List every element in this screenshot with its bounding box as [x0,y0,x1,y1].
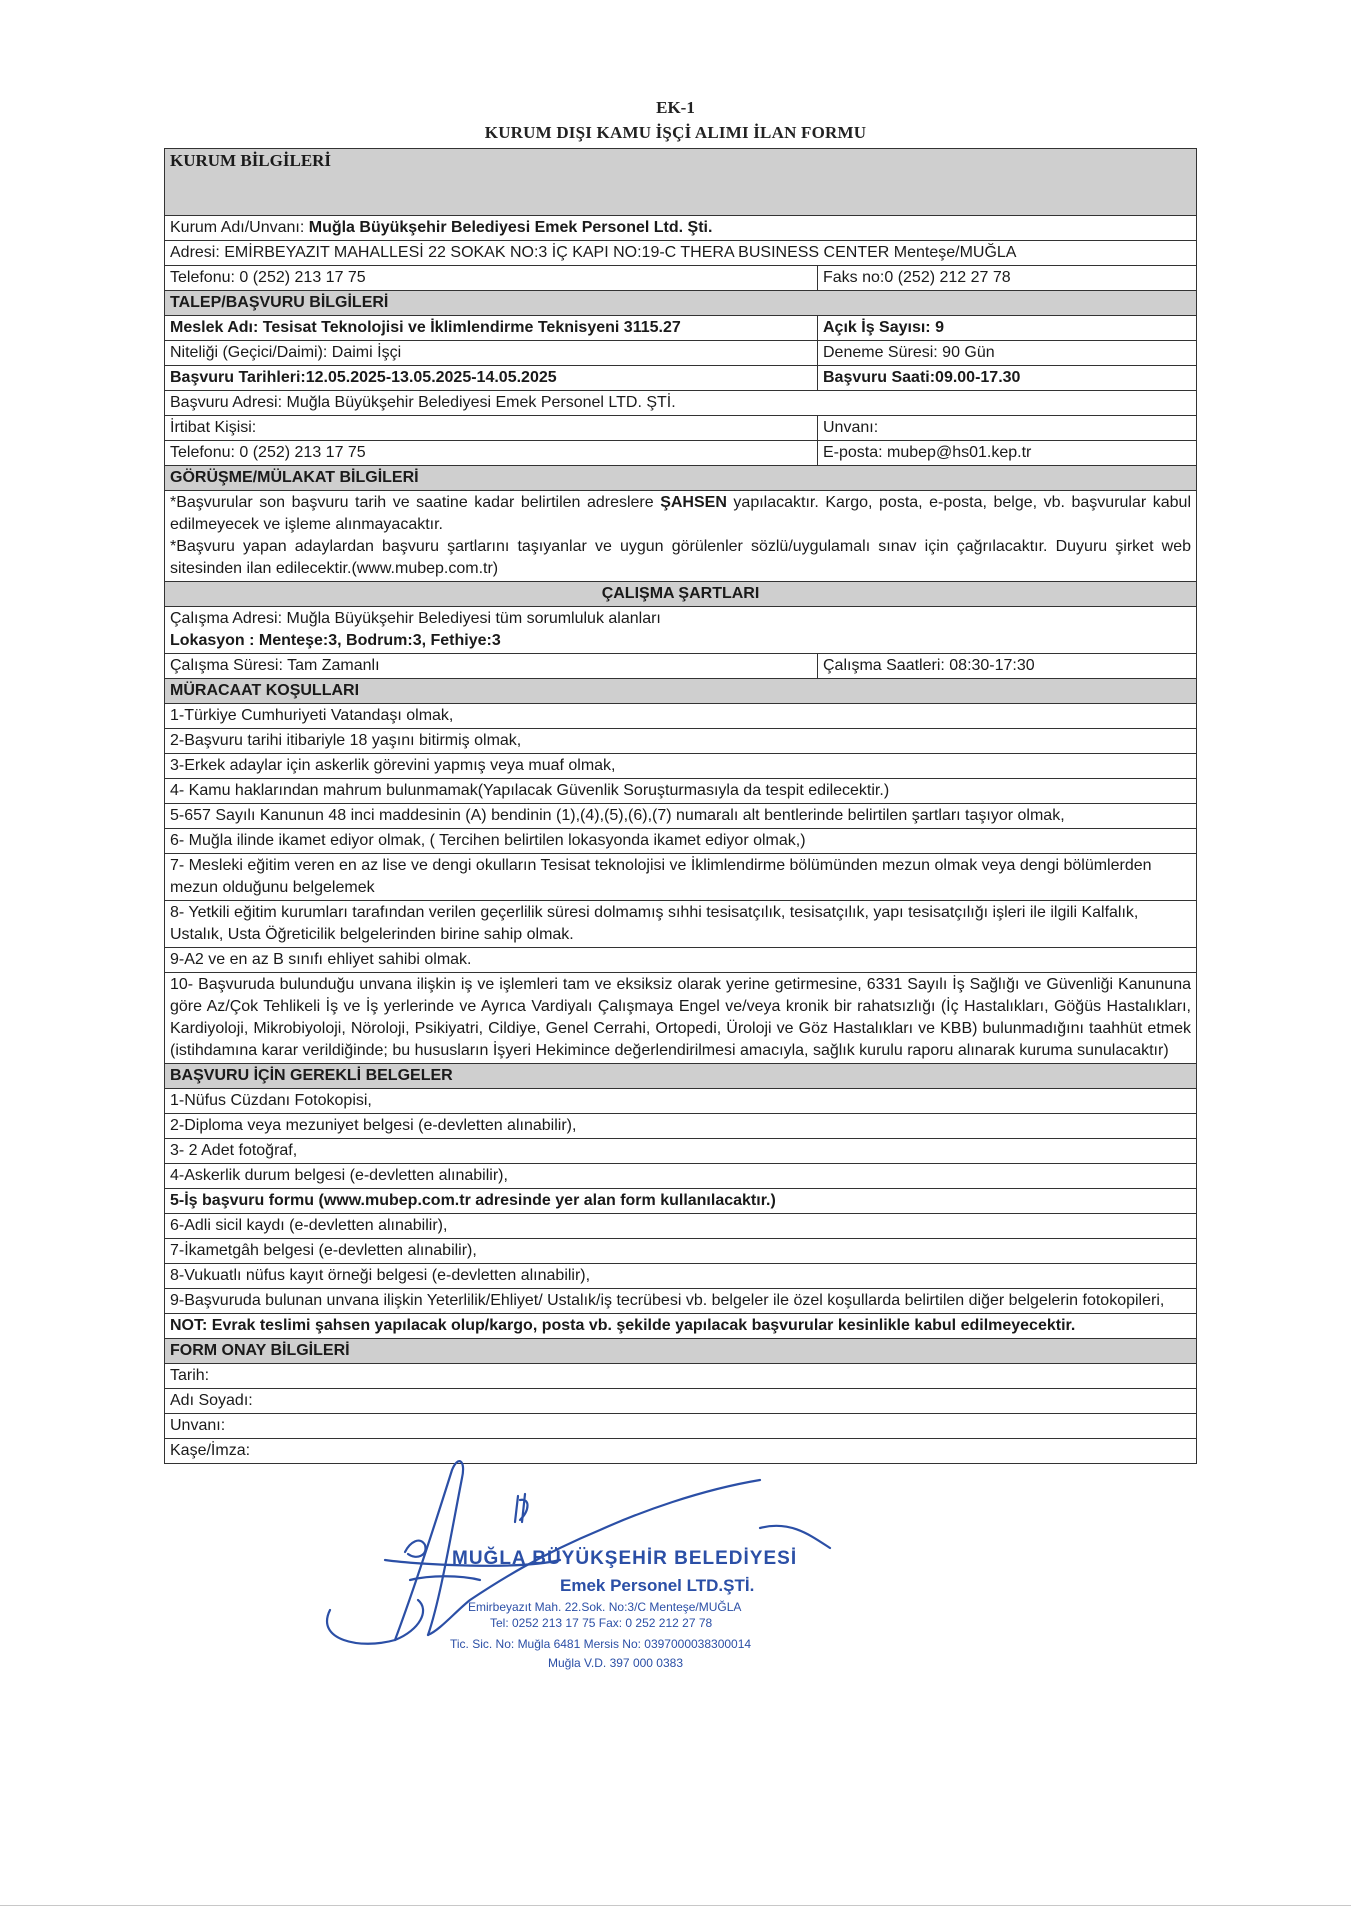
interview-p1-c: yapılacaktır. Kargo, posta, e-posta, belge, vb. başvurular kabul edilmeyecek ve işleme alınmayacaktır. [170,494,1192,533]
interview-p1-emphasis: ŞAHSEN [660,494,727,511]
document-item: 7-İkametgâh belgesi (e-devletten alınabilir), [165,1239,1197,1264]
form-title: KURUM DIŞI KAMU İŞÇİ ALIMI İLAN FORMU [484,123,867,142]
institution-name [165,216,1197,241]
document-item: 3- 2 Adet fotoğraf, [165,1139,1197,1164]
condition-item: 10- Başvuruda bulunduğu unvana ilişkin iş ve işlemleri tam ve eksiksiz olarak yerine getirmesine, 6331 Sayılı İş Sağlığı ve Güvenliği Kanununa göre Az/Çok Tehlikeli İş ve İş yerlerinde ve Ayrıca Vardiyalı Çalışmaya Engel ve/veya kronik bir rahatsızlığı (İç Hastalıkları, Göğüs Hastalıkları, Kardiyoloji, Mikrobiyoloji, Nöroloji, Psikiyatri, Cildiye, Genel Cerrahi, Ortopedi, Üroloji ve Göz Hastalıkları ve KBB) bulunmadığını taahhüt etmek (istihdamına karar verildiğinde; bu hususların İşyeri Hekimince değerlendirilmesi amacıyla, sağlık kurulu raporu alınarak kuruma sunulacaktır) [165,973,1197,1064]
application-hours: Başvuru Saati:09.00-17.30 [818,366,1197,391]
condition-item: 5-657 Sayılı Kanunun 48 inci maddesinin (A) bendinin (1),(4),(5),(6),(7) numaralı alt bentlerinde belirtilen şartları taşıyor olmak, [165,804,1197,829]
interview-paragraph-2: *Başvuru yapan adaylardan başvuru şartlarını taşıyanlar ve uygun görülenler sözlü/uygulamalı sınav için çağrılacaktır. Duyuru şirket web sitesinden ilan edilecektir.(www.mubep.com.tr) [170,538,1191,577]
section-calisma [165,582,1197,607]
announcement-form-table [164,148,1197,1464]
section-muracaat-label: MÜRACAAT KOŞULLARI [170,682,360,699]
institution-fax: Faks no:0 (252) 212 27 78 [818,266,1197,291]
section-kurum: KURUM BİLGİLERİ [165,149,1197,216]
institution-address: Adresi: EMİRBEYAZIT MAHALLESİ 22 SOKAK NO:3 İÇ KAPI NO:19-C THERA BUSINESS CENTER Menteşe/MUĞLA [165,241,1197,266]
condition-item: 7- Mesleki eğitim veren en az lise ve dengi okulların Tesisat teknolojisi ve İklimlendirme bölümünden mezun olmak veya dengi bölümlerden mezun olduğunu belgelemek [165,854,1197,901]
stamp-tax-office: Muğla V.D. 397 000 0383 [548,1656,683,1670]
document-item: 2-Diploma veya mezuniyet belgesi (e-devletten alınabilir), [165,1114,1197,1139]
annex-label: EK-1 [656,98,695,117]
stamp-address: Emirbeyazıt Mah. 22.Sok. No:3/C Menteşe/MUĞLA [468,1600,742,1614]
application-dates: Başvuru Tarihleri:12.05.2025-13.05.2025-14.05.2025 [165,366,818,391]
work-hours: Çalışma Saatleri: 08:30-17:30 [818,654,1197,679]
condition-item: 2-Başvuru tarihi itibariyle 18 yaşını bitirmiş olmak, [165,729,1197,754]
interview-paragraph-1 [170,492,1191,536]
document-item: 6-Adli sicil kaydı (e-devletten alınabilir), [165,1214,1197,1239]
approval-name: Adı Soyadı: [165,1389,1197,1414]
institution-name-label: Kurum Adı/Unvanı: [170,219,309,236]
section-gorusme [165,466,1197,491]
section-onay [165,1339,1197,1364]
work-location: Lokasyon : Menteşe:3, Bodrum:3, Fethiye:3 [170,632,501,649]
section-calisma-label: ÇALIŞMA ŞARTLARI [601,585,760,602]
approval-stamp-signature: Kaşe/İmza: [165,1439,1197,1464]
section-onay-label: FORM ONAY BİLGİLERİ [170,1342,350,1359]
stamp-registry: Tic. Sic. No: Muğla 6481 Mersis No: 0397000038300014 [450,1637,752,1651]
contact-person: İrtibat Kişisi: [165,416,818,441]
open-positions: Açık İş Sayısı: 9 [818,316,1197,341]
work-duration: Çalışma Süresi: Tam Zamanlı [165,654,818,679]
section-muracaat [165,679,1197,704]
work-address-text: Çalışma Adresi: Muğla Büyükşehir Belediyesi tüm sorumluluk alanları [170,610,661,627]
document-item: 8-Vukuatlı nüfus kayıt örneği belgesi (e-devletten alınabilir), [165,1264,1197,1289]
institution-phone: Telefonu: 0 (252) 213 17 75 [165,266,818,291]
page-bottom-border [0,1905,1351,1906]
section-talep-label: TALEP/BAŞVURU BİLGİLERİ [170,294,389,311]
document-item: 4-Askerlik durum belgesi (e-devletten alınabilir), [165,1164,1197,1189]
stamp-company-name: MUĞLA BÜYÜKŞEHİR BELEDİYESİ [452,1548,798,1569]
employment-nature: Niteliği (Geçici/Daimi): Daimi İşçi [165,341,818,366]
section-gorusme-label: GÖRÜŞME/MÜLAKAT BİLGİLERİ [170,469,419,486]
approval-date: Tarih: [165,1364,1197,1389]
contact-phone: Telefonu: 0 (252) 213 17 75 [165,441,818,466]
job-title: Meslek Adı: Tesisat Teknolojisi ve İklimlendirme Teknisyeni 3115.27 [165,316,818,341]
section-talep [165,291,1197,316]
work-address [165,607,1197,654]
section-belgeler-label: BAŞVURU İÇİN GEREKLİ BELGELER [170,1067,453,1084]
condition-item: 4- Kamu haklarından mahrum bulunmamak(Yapılacak Güvenlik Soruşturmasıyla da tespit edilecektir.) [165,779,1197,804]
application-address: Başvuru Adresi: Muğla Büyükşehir Belediyesi Emek Personel LTD. ŞTİ. [165,391,1197,416]
document-item-5-link-note: (www.mubep.com.tr adresinde yer alan form kullanılacaktır.) [318,1192,776,1209]
condition-item: 6- Muğla ilinde ikamet ediyor olmak, ( Tercihen belirtilen lokasyonda ikamet ediyor olmak,) [165,829,1197,854]
contact-email: E-posta: mubep@hs01.kep.tr [818,441,1197,466]
condition-item: 9-A2 ve en az B sınıfı ehliyet sahibi olmak. [165,948,1197,973]
trial-period: Deneme Süresi: 90 Gün [818,341,1197,366]
interview-p1-a: *Başvurular son başvuru tarih ve saatine kadar belirtilen adreslere [170,494,661,511]
condition-item: 8- Yetkili eğitim kurumları tarafından verilen geçerlilik süresi dolmamış sıhhi tesisatçılık, tesisatçılık, yapı tesisatçılığı işleri ile ilgili Kalfalık, Ustalık, Usta Öğreticilik belgelerinden birine sahip olmak. [165,901,1197,948]
contact-title: Unvanı: [818,416,1197,441]
approval-title: Unvanı: [165,1414,1197,1439]
section-belgeler [165,1064,1197,1089]
stamp-company-subname: Emek Personel LTD.ŞTİ. [560,1576,755,1595]
institution-name-value: Muğla Büyükşehir Belediyesi Emek Personel Ltd. Şti. [308,219,713,236]
interview-info [165,491,1197,582]
stamp-phone: Tel: 0252 213 17 75 Fax: 0 252 212 27 78 [490,1616,713,1630]
condition-item: 1-Türkiye Cumhuriyeti Vatandaşı olmak, [165,704,1197,729]
condition-item: 3-Erkek adaylar için askerlik görevini yapmış veya muaf olmak, [165,754,1197,779]
document-item: 9-Başvuruda bulunan unvana ilişkin Yeterlilik/Ehliyet/ Ustalık/iş tecrübesi vb. belgeler ile özel koşullarda belirtilen diğer belgelerin fotokopileri, [165,1289,1197,1314]
document-item-5-label: 5-İş başvuru formu [170,1192,319,1209]
delivery-note: NOT: Evrak teslimi şahsen yapılacak olup/kargo, posta vb. şekilde yapılacak başvurular kesinlikle kabul edilmeyecektir. [165,1314,1197,1339]
document-item: 1-Nüfus Cüzdanı Fotokopisi, [165,1089,1197,1114]
document-item-application-form [165,1189,1197,1214]
